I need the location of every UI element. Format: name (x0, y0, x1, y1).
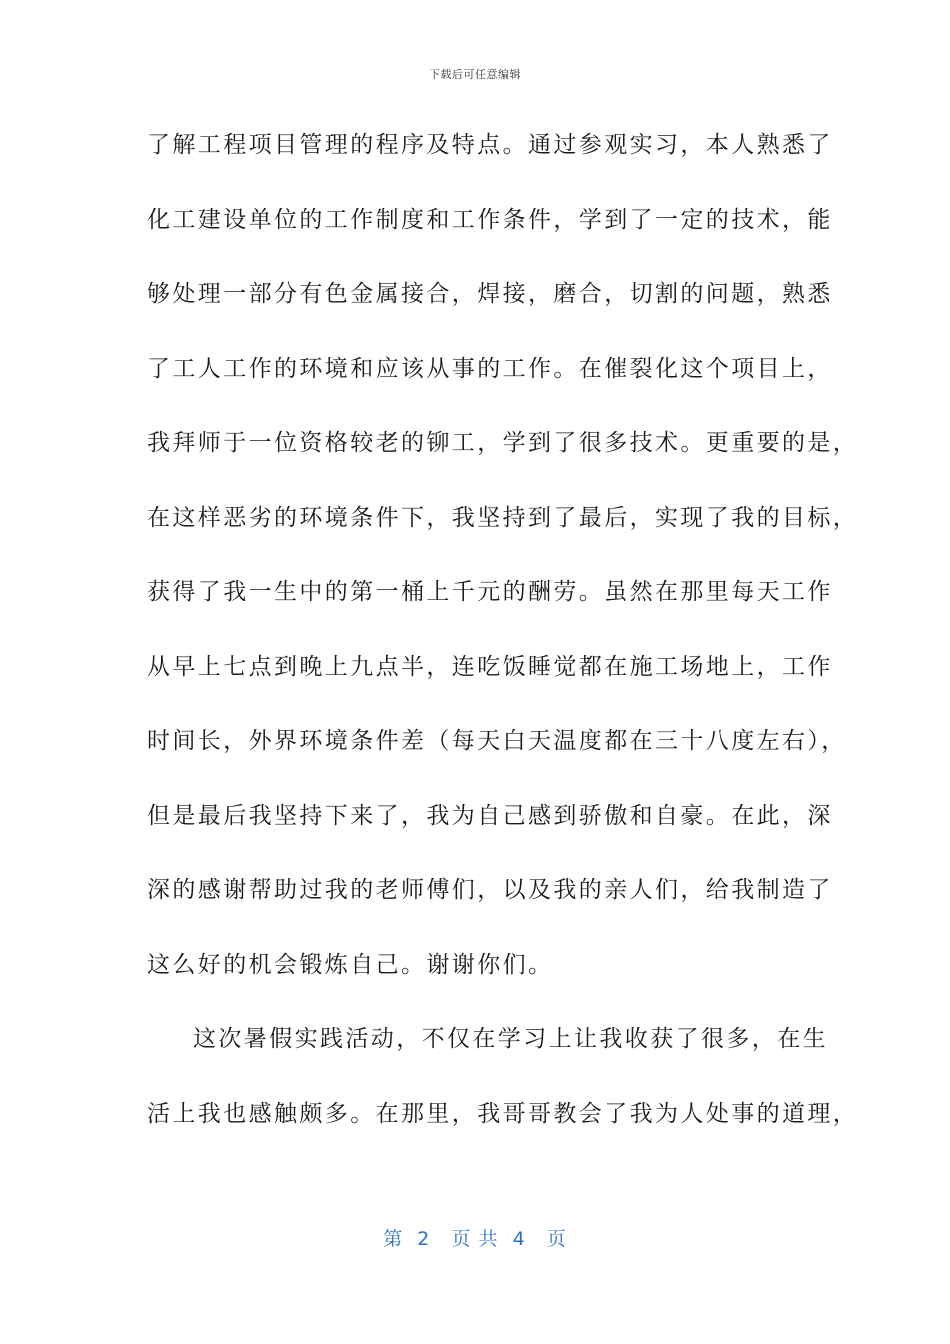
body-text (147, 125, 859, 1168)
page-header: 下载后可任意编辑 (429, 68, 521, 81)
text-line: 深的感谢帮助过我的老师傅们，以及我的亲人们，给我制造了 (147, 877, 833, 903)
text-line: 但是最后我坚持下来了，我为自己感到骄傲和自豪。在此，深 (147, 802, 833, 829)
text-line: 时间长，外界环境条件差（每天白天温度都在三十八度左右）， (147, 728, 847, 754)
text-line: 了工人工作的环境和应该从事的工作。在催裂化这个项目上， (147, 355, 833, 382)
text-line: 够处理一部分有色金属接合，焊接，磨合，切割的问题，熟悉 (147, 281, 833, 307)
text-line: 了解工程项目管理的程序及特点。通过参观实习，本人熟悉了 (147, 132, 833, 158)
text-line: 活上我也感触颇多。在那里，我哥哥教会了我为人处事的道理， (147, 1100, 859, 1127)
text-line: 从早上七点到晚上九点半，连吃饭睡觉都在施工场地上，工作 (147, 653, 833, 680)
text-line: 我拜师于一位资格较老的铆工，学到了很多技术。更重要的是， (147, 430, 859, 456)
text-line: 化工建设单位的工作制度和工作条件，学到了一定的技术，能 (147, 206, 833, 233)
paragraph-first-line: 这次暑假实践活动，不仅在学习上让我收获了很多，在生 (193, 1026, 828, 1052)
text-line: 这么好的机会锻炼自己。谢谢你们。 (147, 951, 554, 978)
page-number-text: 第 2 页 共 4 页 (383, 1228, 567, 1250)
text-line: 在这样恶劣的环境条件下，我坚持到了最后，实现了我的目标， (147, 504, 859, 531)
text-line: 获得了我一生中的第一桶上千元的酬劳。虽然在那里每天工作 (147, 579, 833, 605)
page-number-footer (0, 1224, 950, 1251)
